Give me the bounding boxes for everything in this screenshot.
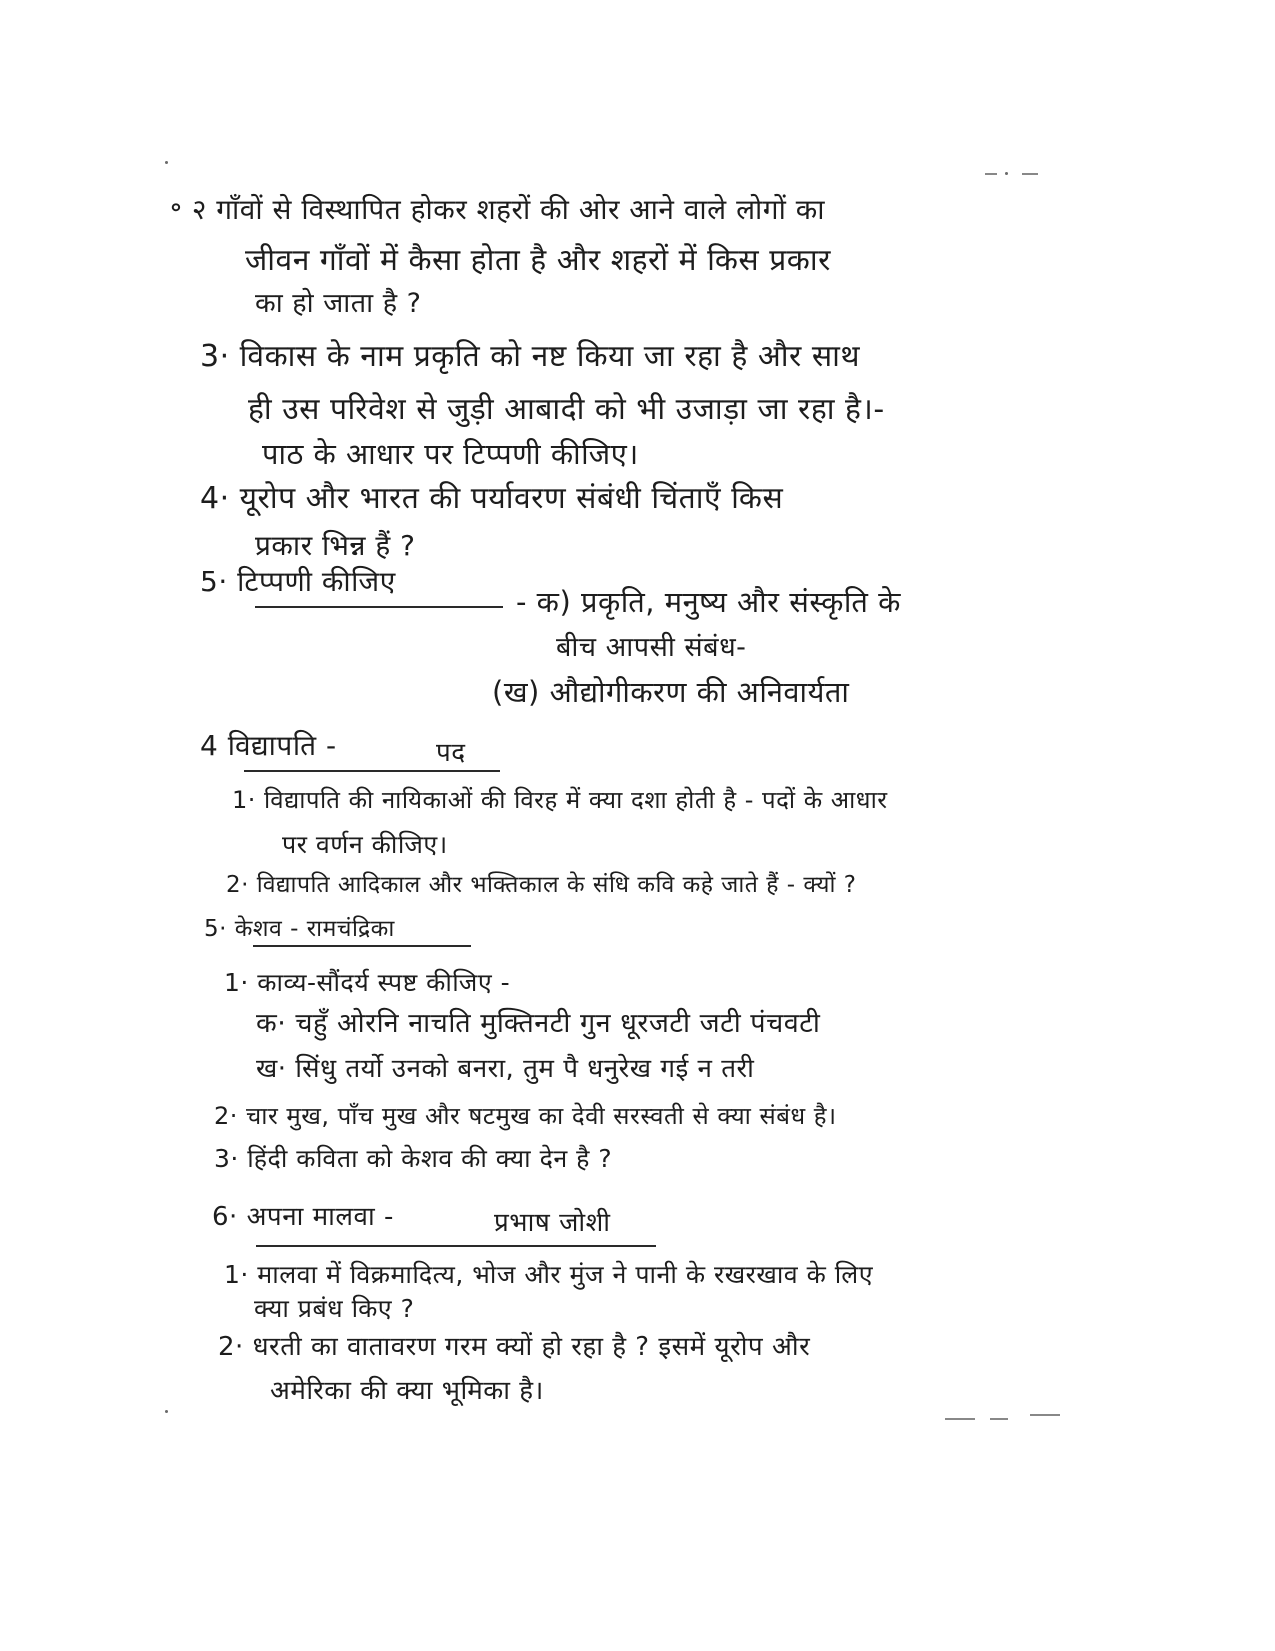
section-5-question-2: 2· चार मुख, पाँच मुख और षटमुख का देवी सरस्वती से क्या संबंध है।: [214, 1102, 837, 1130]
section-6-underline: [256, 1245, 656, 1247]
section-4-underline: [244, 770, 500, 772]
section-6-question-2-line-1: 2· धरती का वातावरण गरम क्यों हो रहा है ? इसमें यूरोप और: [218, 1332, 811, 1362]
scan-speck: [1005, 172, 1008, 175]
section-5-verse-ka: क· चहुँ ओरनि नाचति मुक्तिनटी गुन धूरजटी जटी पंचवटी: [256, 1008, 821, 1039]
question-5-heading: 5· टिप्पणी कीजिए: [200, 565, 396, 598]
section-6-author: प्रभाष जोशी: [494, 1208, 611, 1238]
section-5-question-1: 1· काव्य-सौंदर्य स्पष्ट कीजिए -: [224, 968, 511, 997]
scan-mark: [1030, 1414, 1060, 1416]
question-2-line-3: का हो जाता है ?: [255, 288, 422, 319]
section-4-subtitle: पद: [436, 738, 466, 768]
question-3-line-1: 3· विकास के नाम प्रकृति को नष्ट किया जा रहा है और साथ: [200, 339, 861, 374]
scan-speck: [165, 1410, 168, 1413]
section-5-question-3: 3· हिंदी कविता को केशव की क्या देन है ?: [214, 1144, 613, 1173]
question-5-underline: [255, 606, 503, 608]
section-4-question-2: 2· विद्यापति आदिकाल और भक्तिकाल के संधि कवि कहे जाते हैं - क्यों ?: [226, 872, 857, 898]
scan-mark: [985, 173, 997, 175]
section-4-question-1-line-1: 1· विद्यापति की नायिकाओं की विरह में क्या दशा होती है - पदों के आधार: [232, 786, 888, 814]
question-4-line-2: प्रकार भिन्न हैं ?: [255, 529, 416, 562]
section-6-title: 6· अपना मालवा -: [212, 1202, 394, 1232]
section-6-question-1-line-1: 1· मालवा में विक्रमादित्य, भोज और मुंज ने पानी के रखरखाव के लिए: [224, 1260, 874, 1289]
section-5-verse-kha: ख· सिंधु तर्यो उनको बनरा, तुम पै धनुरेख गई न तरी: [256, 1054, 755, 1084]
section-4-title: 4 विद्यापति -: [200, 729, 337, 762]
section-4-question-1-line-2: पर वर्णन कीजिए।: [282, 830, 448, 859]
section-5-underline: [253, 945, 471, 947]
section-6-question-2-line-2: अमेरिका की क्या भूमिका है।: [270, 1376, 544, 1406]
question-5-part-b: (ख) औद्योगीकरण की अनिवार्यता: [492, 675, 850, 709]
question-2-line-1: ॰ २ गाँवों से विस्थापित होकर शहरों की ओर आने वाले लोगों का: [170, 193, 825, 226]
scan-mark: [1022, 173, 1038, 175]
scan-mark: [945, 1418, 975, 1420]
section-5-title: 5· केशव - रामचंद्रिका: [204, 916, 395, 942]
section-6-question-1-line-2: क्या प्रबंध किए ?: [254, 1294, 415, 1323]
question-3-line-2: ही उस परिवेश से जुड़ी आबादी को भी उजाड़ा जा रहा है।-: [248, 392, 885, 427]
question-2-line-2: जीवन गाँवों में कैसा होता है और शहरों में किस प्रकार: [245, 243, 831, 278]
question-3-line-3: पाठ के आधार पर टिप्पणी कीजिए।: [262, 437, 639, 471]
scan-mark: [990, 1418, 1008, 1420]
question-5-part-a-line-2: बीच आपसी संबंध-: [556, 632, 747, 663]
question-4-line-1: 4· यूरोप और भारत की पर्यावरण संबंधी चिंताएँ किस: [200, 481, 784, 516]
scan-speck: [165, 161, 168, 164]
question-5-part-a-line-1: - क) प्रकृति, मनुष्य और संस्कृति के: [516, 585, 901, 619]
